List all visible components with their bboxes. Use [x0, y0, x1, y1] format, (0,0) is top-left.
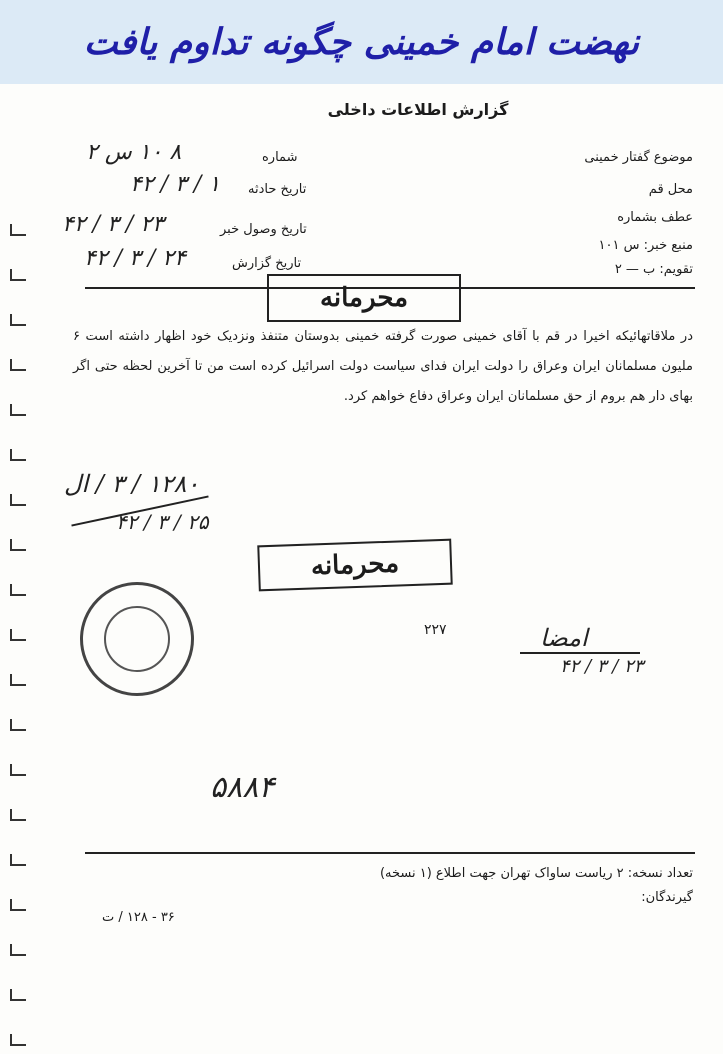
recipients-label: گیرندگان: [641, 890, 693, 905]
report-date-label: تاریخ گزارش [232, 256, 302, 271]
classification-stamp-2: محرمانه [257, 539, 452, 592]
field-ref: عطف بشماره [617, 210, 693, 225]
field-subject: موضوع گفتار خمینی [584, 150, 693, 165]
field-source: منبع خبر: س ۱۰۱ [598, 238, 693, 253]
event-date-label: تاریخ حادثه [248, 182, 307, 197]
copies-line: تعداد نسخه: ۲ ریاست ساواک تهران جهت اطلاع (۱ نسخه) [379, 866, 693, 881]
official-seal [80, 582, 194, 696]
footer-divider [85, 852, 695, 854]
banner-title: نهضت امام خمینی چگونه تداوم یافت [83, 21, 640, 63]
banner [0, 0, 723, 84]
signature-date: ۲۳ / ۳ / ۴۲ [560, 656, 644, 677]
received-date-label: تاریخ وصول خبر [220, 222, 307, 237]
event-date-value: ۱ / ۳ / ۴۲ [130, 172, 221, 197]
number-label: شماره [262, 150, 298, 165]
report-title: گزارش اطلاعات داخلی [327, 100, 509, 119]
signature-line [520, 652, 640, 654]
field-place: محل قم [648, 182, 693, 197]
handwritten-number: ۵۸۸۴ [210, 770, 275, 805]
number-value: ۸ ۱۰ س ۲ [86, 140, 182, 165]
classification-stamp: محرمانه [267, 274, 461, 322]
report-date-value: ۲۴ / ۳ / ۴۲ [84, 246, 186, 271]
handwritten-note-2: ۲۵ / ۳ / ۴۲ [116, 510, 209, 534]
field-rating: تقویم: ب — ۲ [614, 262, 693, 277]
small-number: ۲۲۷ [424, 622, 447, 638]
report-body: در ملاقاتهائیکه اخیرا در قم با آقای خمینی صورت گرفته خمینی بدوستان متنفذ ونزدیک خود اظهار داشته است ۶ ملیون مسلمانان ایران وعراق را دولت ایران فدای سیاست دولت اسرائیل کرده است من تا آخرین لحظه حتی اگر بهای دار هم بروم از حق مسلمانان ایران وعراق دفاع خواهم کرد. [73, 329, 693, 404]
received-date-value: ۲۳ / ۳ / ۴۲ [62, 212, 164, 237]
footer-code: ۳۶ - ۱۲۸ / ت [102, 910, 175, 925]
signature: امضا [540, 624, 588, 652]
binding-ticks [10, 224, 30, 1054]
handwritten-note-1: ۱۲۸۰ / ۳ / ال [64, 470, 200, 498]
